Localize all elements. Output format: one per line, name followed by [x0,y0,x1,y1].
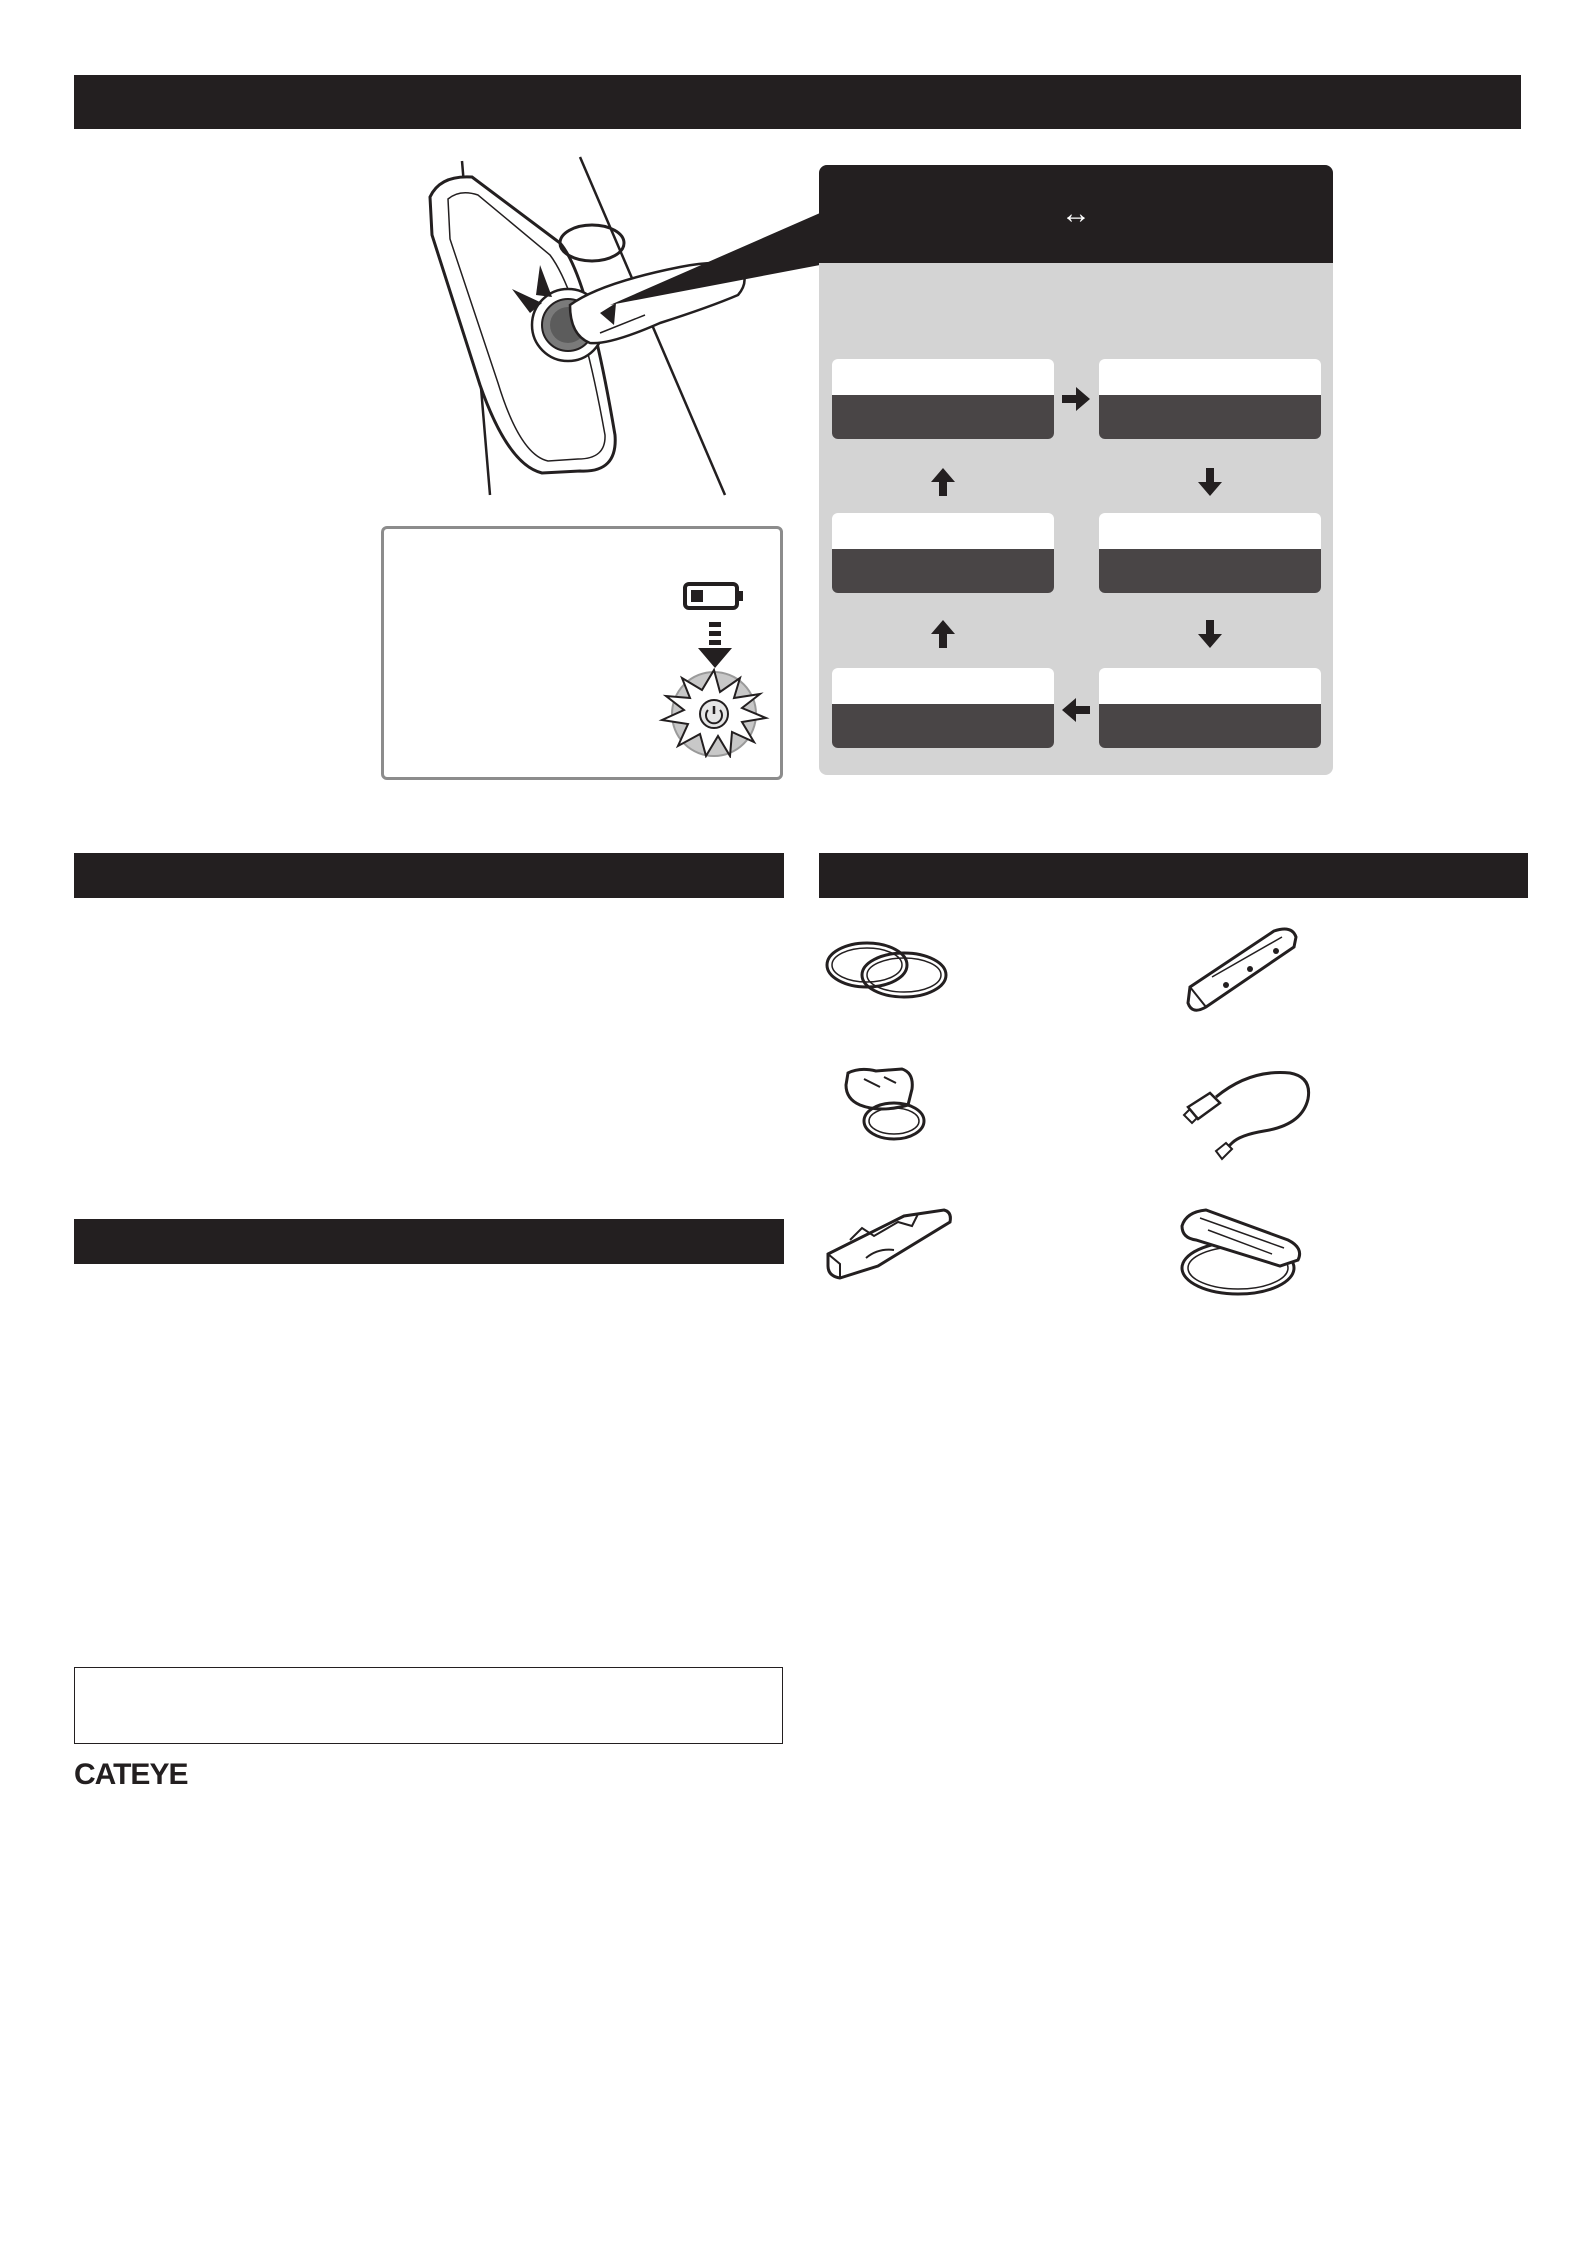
mode-cycle-panel [819,165,1333,775]
switch-arrows-icon: ↔ [1061,197,1091,230]
mode-card-6 [1099,668,1321,748]
mode-card-3 [832,513,1054,593]
light-with-strap-icon [1172,1200,1320,1302]
seatpost-bracket-icon [840,1065,936,1147]
section-header-bar-right [819,853,1528,898]
arrow-down-icon [1198,468,1222,496]
arrow-left-icon [1062,698,1090,722]
arrow-up-icon [931,468,955,496]
flashing-power-button-icon [656,668,770,758]
mode-card-2 [1099,359,1321,439]
mode-card-4 [1099,513,1321,593]
cateye-logo: CATEYE [74,1758,188,1791]
arrow-up-icon [931,620,955,648]
mode-card-5 [832,668,1054,748]
clip-bracket-icon [822,1200,956,1284]
rubber-straps-icon [822,935,962,1003]
notice-box [74,1667,783,1744]
usb-cable-icon [1180,1065,1316,1163]
mode-card-1 [832,359,1054,439]
section-header-bar-top [74,75,1521,129]
helmet-mount-icon [1182,925,1302,1017]
battery-low-icon [683,580,747,612]
light-button-press-illustration [420,155,840,500]
arrow-right-icon [1062,387,1090,411]
dashed-down-arrow-icon [696,622,734,670]
mode-panel-header [819,165,1333,263]
section-header-bar-left-2 [74,1219,784,1264]
section-header-bar-left-1 [74,853,784,898]
arrow-down-icon [1198,620,1222,648]
